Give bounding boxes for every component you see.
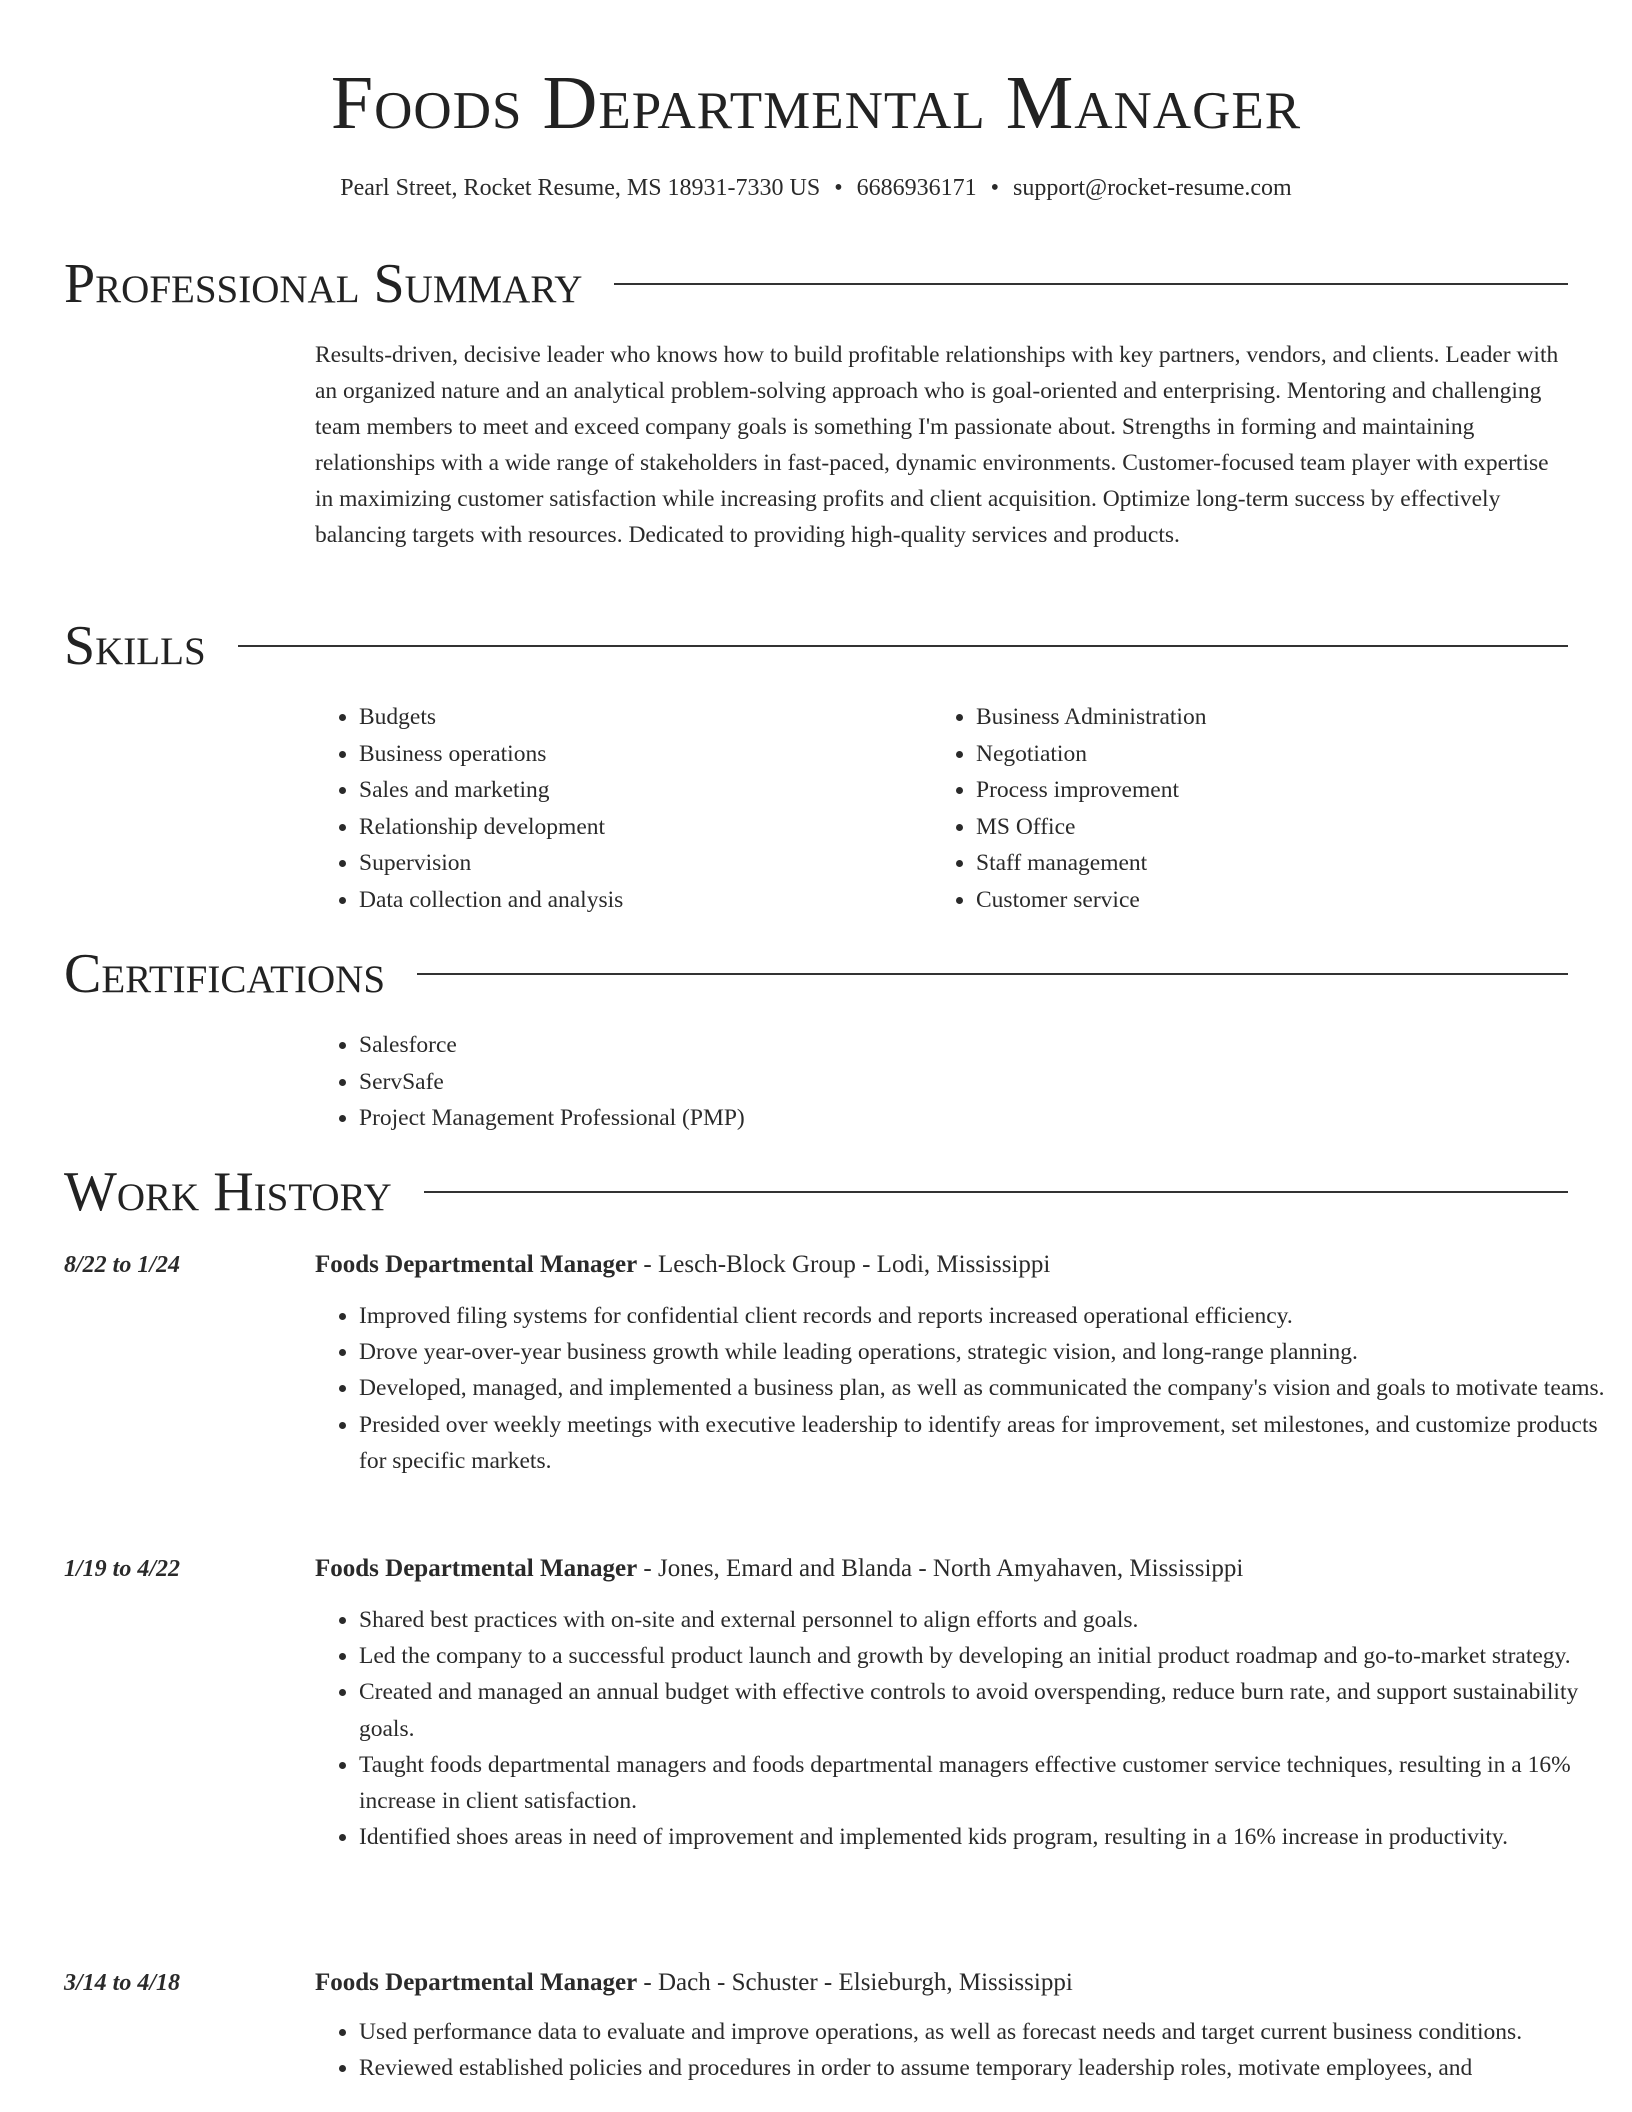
skill-item: • MS Office bbox=[976, 809, 1549, 846]
job-bullet: • Developed, managed, and implemented a business plan, as well as communicated the company's vision and goals to motivate teams. bbox=[359, 1370, 1612, 1406]
resume-page bbox=[64, 0, 1605, 2082]
certification-item: • Project Management Professional (PMP) bbox=[359, 1100, 1568, 1137]
job-bullet: • Taught foods departmental managers and foods departmental managers effective customer service techniques, resulting in a 16% increase in client satisfaction. bbox=[359, 1747, 1612, 1819]
job-header bbox=[315, 1552, 1243, 1586]
job-header bbox=[315, 1966, 1073, 2000]
contact-separator: • bbox=[990, 175, 1000, 201]
skill-item: • Process improvement bbox=[976, 772, 1549, 809]
summary-section bbox=[315, 337, 1568, 553]
certifications-list bbox=[315, 1027, 1568, 1137]
certification-item: • ServSafe bbox=[359, 1064, 1568, 1101]
section-title-summary: Professional Summary bbox=[64, 253, 583, 315]
skill-item: • Sales and marketing bbox=[359, 772, 932, 809]
contact-separator: • bbox=[834, 175, 843, 201]
job-title: Foods Departmental Manager bbox=[315, 1251, 638, 1278]
skill-item: • Budgets bbox=[359, 699, 932, 736]
job-employer: - Lesch-Block Group - Lodi, Mississippi bbox=[637, 1251, 1051, 1278]
skills-list-right bbox=[932, 699, 1549, 918]
section-title-certifications: Certifications bbox=[64, 943, 386, 1005]
job-bullet: • Used performance data to evaluate and improve operations, as well as forecast needs and target current business conditions. bbox=[359, 2014, 1612, 2050]
job-title: Foods Departmental Manager bbox=[315, 1969, 638, 1996]
certifications-section-header bbox=[64, 942, 1568, 1006]
skill-item: • Business operations bbox=[359, 736, 932, 773]
certifications-section bbox=[315, 1027, 1568, 1137]
job-bullet: • Created and managed an annual budget with effective controls to avoid overspending, reduce burn rate, and support sustainability goals. bbox=[359, 1674, 1612, 1746]
section-divider bbox=[424, 1191, 1568, 1193]
skill-item: • Business Administration bbox=[976, 699, 1549, 736]
work-section-header bbox=[64, 1160, 1568, 1224]
job-bullet-list bbox=[315, 1298, 1612, 1479]
job-employer: - Dach - Schuster - Elsieburgh, Mississippi bbox=[637, 1969, 1073, 1996]
job-employer: - Jones, Emard and Blanda - North Amyahaven, Mississippi bbox=[637, 1555, 1244, 1582]
job-title: Foods Departmental Manager bbox=[315, 1555, 638, 1582]
job-bullet-list bbox=[315, 1602, 1612, 1855]
skills-list-left bbox=[315, 699, 932, 918]
skill-item: • Negotiation bbox=[976, 736, 1549, 773]
job-header bbox=[315, 1248, 1050, 1282]
skill-item: • Supervision bbox=[359, 845, 932, 882]
summary-text: Results-driven, decisive leader who knows how to build profitable relationships with key partners, vendors, and clients. Leader with an organized nature and an analytical problem-solving approach who is goal-oriented and enterprising. Mentoring and challenging team members to meet and exceed company goals is something I'm passionate about. Strengths in forming and maintaining relationships with a wide range of stakeholders in fast-paced, dynamic environments. Customer-focused team player with expertise in maximizing customer satisfaction while increasing profits and client acquisition. Optimize long-term success by effectively balancing targets with resources. Dedicated to providing high-quality services and products. bbox=[315, 342, 1559, 548]
section-title-skills: Skills bbox=[64, 615, 206, 677]
skill-item: • Relationship development bbox=[359, 809, 932, 846]
job-bullet-list bbox=[315, 2014, 1612, 2086]
skills-section bbox=[315, 699, 1568, 918]
section-divider bbox=[614, 283, 1568, 285]
contact-email: support@rocket-resume.com bbox=[1013, 175, 1292, 201]
section-title-work-history: Work History bbox=[64, 1161, 392, 1223]
job-bullet: • Drove year-over-year business growth while leading operations, strategic vision, and long-range planning. bbox=[359, 1334, 1612, 1370]
contact-phone: 6686936171 bbox=[856, 175, 977, 201]
contact-line bbox=[64, 172, 1568, 204]
job-dates: 3/14 to 4/18 bbox=[64, 1970, 181, 1996]
contact-address: Pearl Street, Rocket Resume, MS 18931-7330 US bbox=[340, 175, 821, 201]
certification-item: • Salesforce bbox=[359, 1027, 1568, 1064]
summary-section-header bbox=[64, 252, 1568, 316]
skill-item: • Customer service bbox=[976, 882, 1549, 919]
candidate-name: Foods Departmental Manager bbox=[330, 61, 1302, 145]
skill-item: • Staff management bbox=[976, 845, 1549, 882]
job-bullet: • Reviewed established policies and procedures in order to assume temporary leadership roles, motivate employees, and bbox=[359, 2050, 1612, 2086]
section-divider bbox=[238, 645, 1568, 647]
section-divider bbox=[417, 973, 1568, 975]
job-dates: 8/22 to 1/24 bbox=[64, 1252, 181, 1278]
job-bullet: • Shared best practices with on-site and external personnel to align efforts and goals. bbox=[359, 1602, 1612, 1638]
job-bullet: • Led the company to a successful product launch and growth by developing an initial product roadmap and go-to-market strategy. bbox=[359, 1638, 1612, 1674]
job-bullet: • Improved filing systems for confidential client records and reports increased operational efficiency. bbox=[359, 1298, 1612, 1334]
skill-item: • Data collection and analysis bbox=[359, 882, 932, 919]
job-bullet: • Identified shoes areas in need of improvement and implemented kids program, resulting in a 16% increase in productivity. bbox=[359, 1819, 1612, 1855]
job-dates: 1/19 to 4/22 bbox=[64, 1556, 181, 1582]
skills-section-header bbox=[64, 614, 1568, 678]
job-bullet: • Presided over weekly meetings with executive leadership to identify areas for improvement, set milestones, and customize products for specific markets. bbox=[359, 1407, 1612, 1479]
